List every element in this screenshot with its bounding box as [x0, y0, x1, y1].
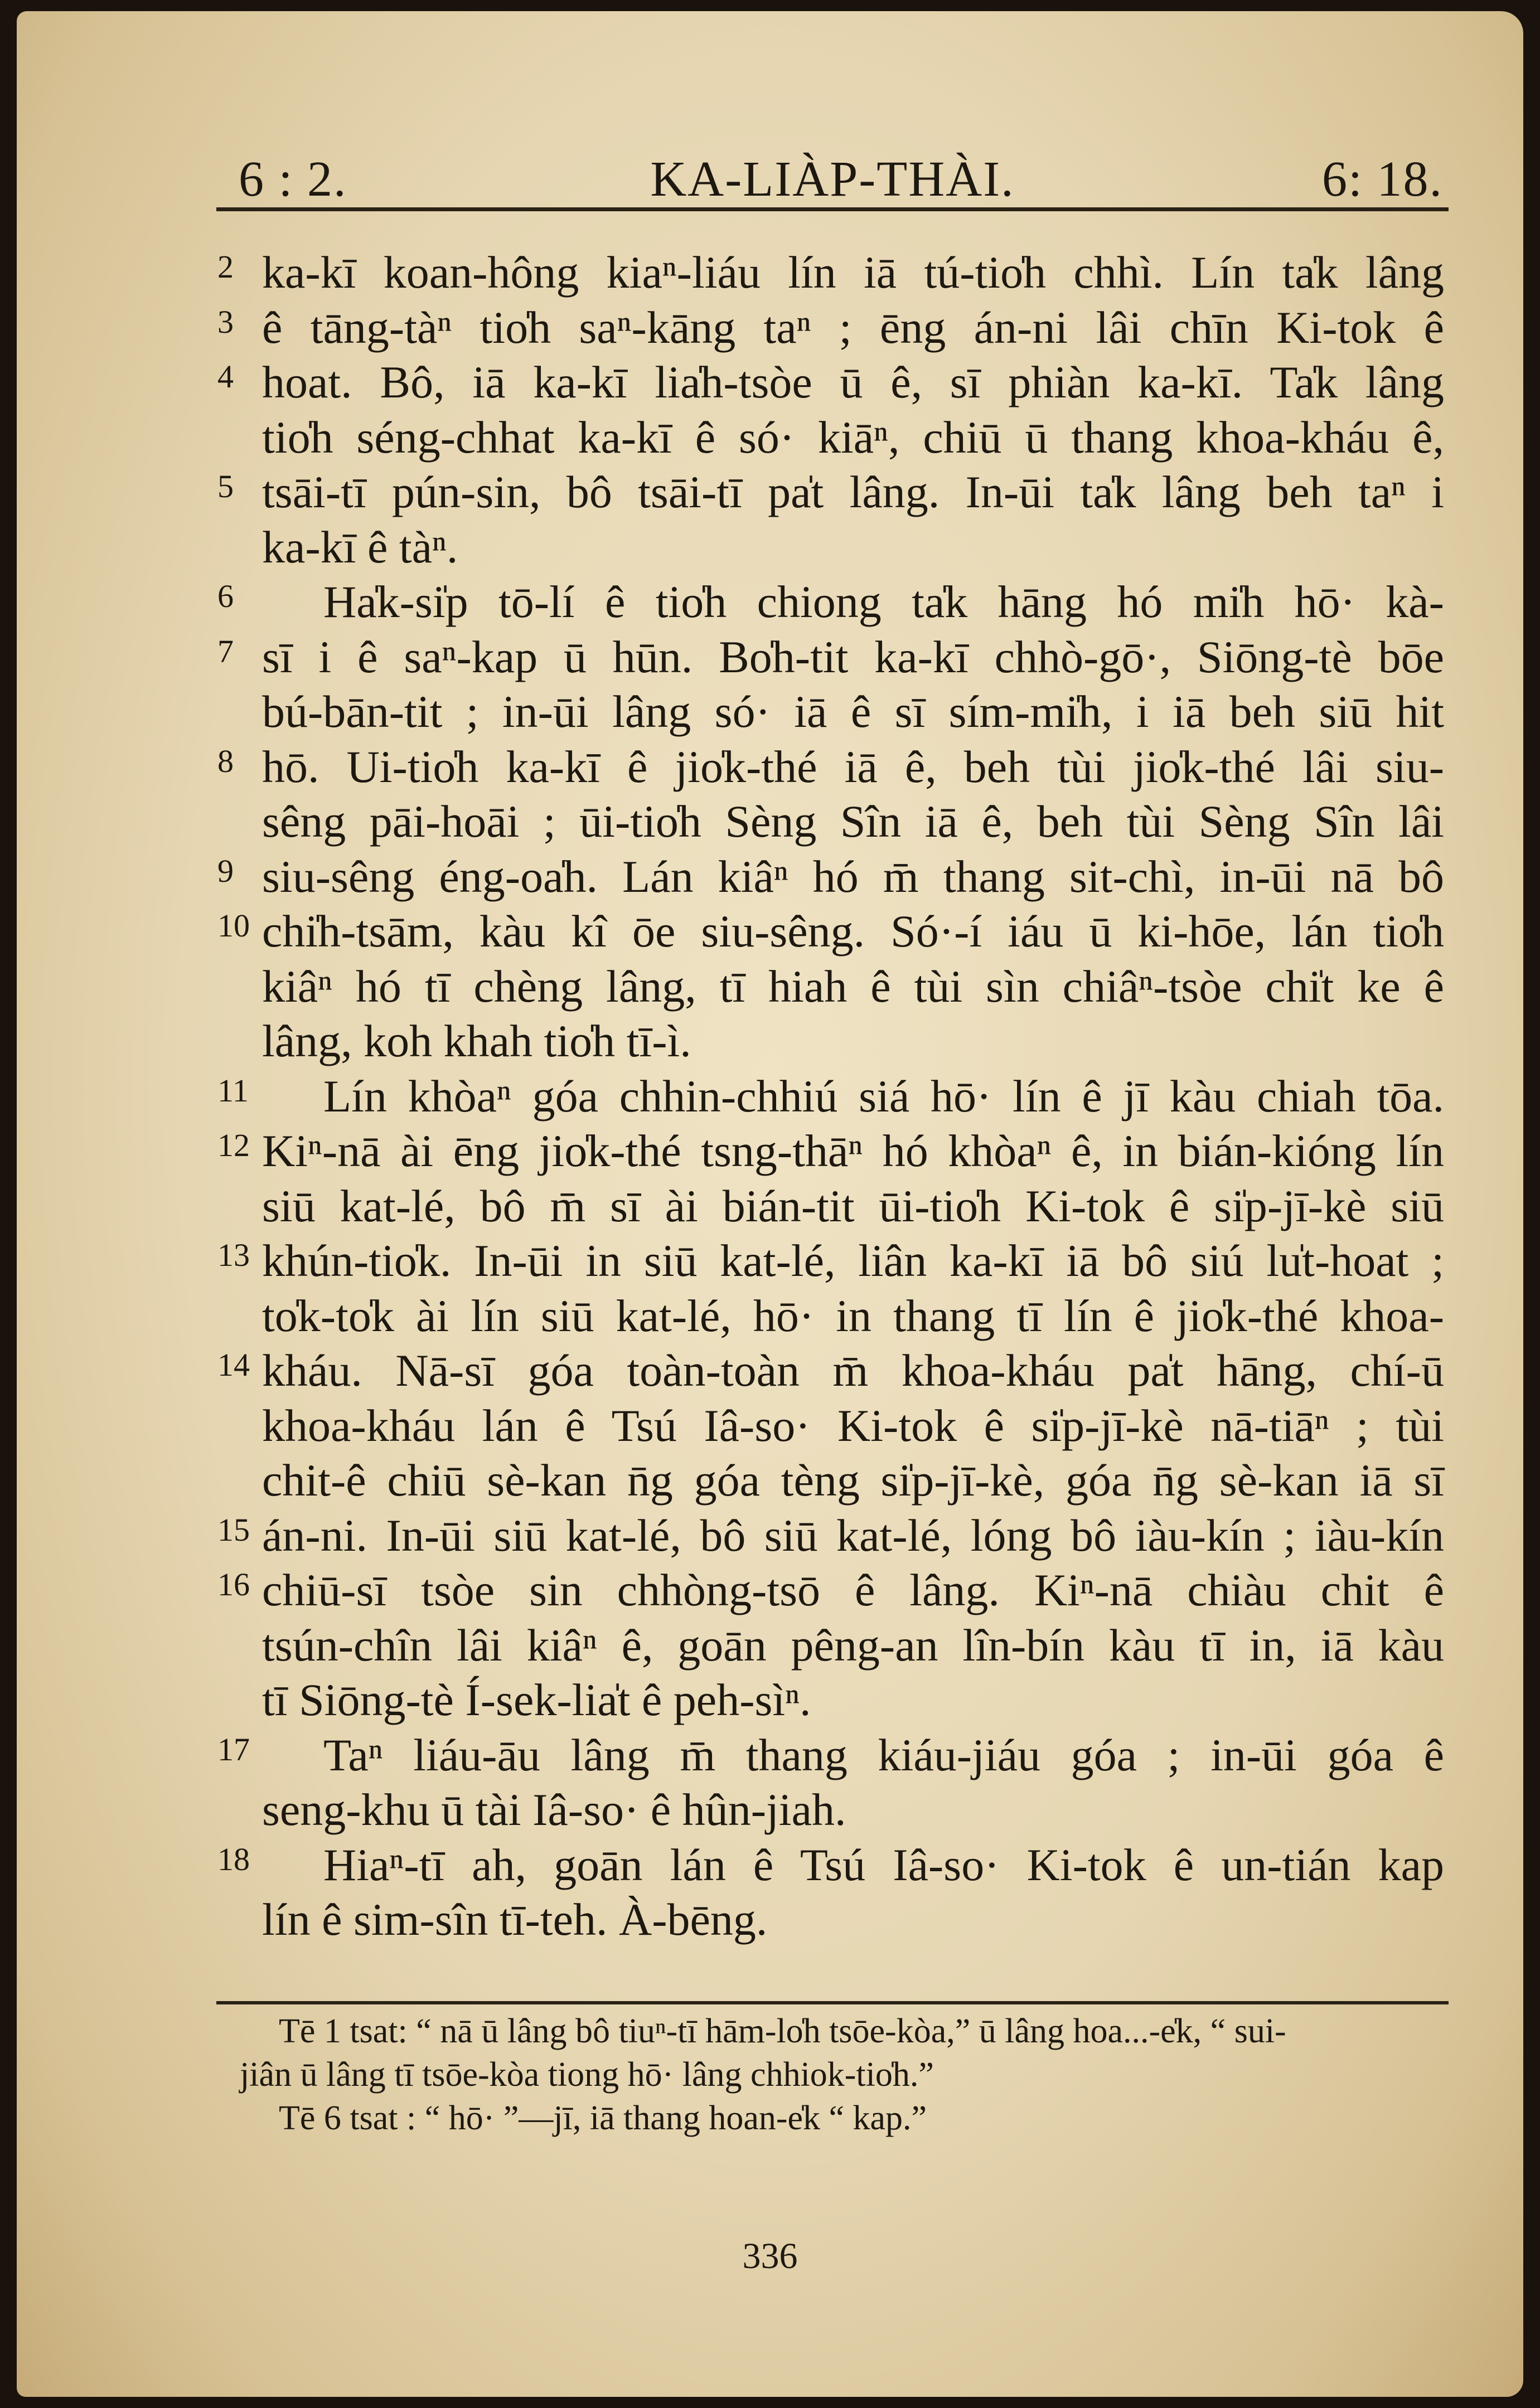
text-line [217, 1069, 1444, 1124]
verse-number: 6 [217, 578, 234, 614]
verse-number: 7 [217, 633, 234, 669]
text-line [262, 410, 1444, 465]
verse-number: 8 [217, 742, 234, 779]
footnote-line: Tē 1 tsat: “ nā ū lâng bô tiuⁿ-tī hām-lo̍h tsōe-kòa,” ū lâng hoa...-e̍k, “ sui- [279, 2012, 1286, 2050]
header-chapter-start: 6 : 2. [239, 152, 347, 207]
text-line [262, 1783, 1444, 1838]
line-text: chit-ê chiū sè-kan n̄g góa tèng si̍p-jī-kè, góa n̄g sè-kan iā sī [262, 1455, 1444, 1506]
text-line [262, 684, 1444, 740]
header-title: KA-LIÀP-THÀI. [650, 152, 1015, 207]
verse-number: 16 [217, 1566, 250, 1603]
line-text: Lín khòaⁿ góa chhin-chhiú siá hō· lín ê jī kàu chiah tōa. [323, 1070, 1444, 1122]
text-line [262, 520, 1444, 575]
line-text: Hiaⁿ-tī ah, goān lán ê Tsú Iâ-so· Ki-tok ê un-tián kap [323, 1839, 1444, 1890]
line-text: ê tāng-tàⁿ tio̍h saⁿ-kāng taⁿ ; ēng án-ni lâi chīn Ki-tok ê [262, 302, 1444, 353]
line-text: hō. Ui-tio̍h ka-kī ê jio̍k-thé iā ê, beh tùi jio̍k-thé lâi siu- [262, 741, 1444, 792]
text-line [217, 1508, 1444, 1564]
verse-number: 9 [217, 852, 234, 889]
footnote-line: jiân ū lâng tī tsōe-kòa tiong hō· lâng chhiok-tio̍h.” [240, 2056, 934, 2094]
text-line [217, 1343, 1444, 1399]
line-text: ka-kī koan-hông kiaⁿ-liáu lín iā tú-tio̍h chhì. Lín ta̍k lâng [262, 247, 1444, 298]
text-line [217, 575, 1444, 630]
header-rule [216, 207, 1449, 211]
line-text: tī Siōng-tè Í-sek-lia̍t ê peh-sìⁿ. [262, 1674, 811, 1725]
text-line [217, 300, 1444, 356]
page-number: 336 [742, 2236, 798, 2276]
verse-number: 10 [217, 907, 250, 944]
verse-number: 5 [217, 468, 234, 504]
text-line [262, 1399, 1444, 1454]
footnote-rule [216, 2001, 1449, 2004]
footnote-line: Tē 6 tsat : “ hō· ”—jī, iā thang hoan-e̍k “ kap.” [279, 2099, 927, 2137]
text-line [217, 1838, 1444, 1893]
footnotes [240, 2009, 1444, 2140]
line-text: to̍k-to̍k ài lín siū kat-lé, hō· in thang tī lín ê jio̍k-thé khoa- [262, 1290, 1444, 1341]
line-text: sêng pāi-hoāi ; ūi-tio̍h Sèng Sîn iā ê, beh tùi Sèng Sîn lâi [262, 796, 1444, 847]
verse-number: 2 [217, 249, 234, 285]
line-text: chiū-sī tsòe sin chhòng-tsō ê lâng. Kiⁿ-nā chiàu chit ê [262, 1565, 1444, 1615]
line-text: Kiⁿ-nā ài ēng jio̍k-thé tsng-thāⁿ hó khòaⁿ ê, in bián-kióng lín [262, 1125, 1444, 1176]
line-text: khoa-kháu lán ê Tsú Iâ-so· Ki-tok ê si̍p-jī-kè nā-tiāⁿ ; tùi [262, 1400, 1444, 1451]
line-text: án-ni. In-ūi siū kat-lé, bô siū kat-lé, lóng bô iàu-kín ; iàu-kín [262, 1509, 1444, 1561]
verse-number: 11 [217, 1072, 249, 1109]
line-text: seng-khu ū tài Iâ-so· ê hûn-jiah. [262, 1784, 846, 1835]
line-text: chi̍h-tsām, kàu kî ōe siu-sêng. Só·-í iáu ū ki-hōe, lán tio̍h [262, 906, 1444, 957]
line-text: ka-kī ê tàⁿ. [262, 521, 458, 572]
verse-number: 3 [217, 303, 234, 340]
line-text: Ha̍k-si̍p tō-lí ê tio̍h chiong ta̍k hāng hó mi̍h hō· kà- [323, 576, 1444, 627]
text-line [262, 1618, 1444, 1673]
text-line [262, 794, 1444, 849]
text-line [217, 849, 1444, 905]
text-line [262, 1289, 1444, 1344]
text-line [262, 1014, 1444, 1069]
text-line [217, 740, 1444, 795]
text-line [217, 1728, 1444, 1783]
line-text: tsāi-tī pún-sin, bô tsāi-tī pa̍t lâng. In-ūi ta̍k lâng beh taⁿ i [262, 467, 1444, 517]
text-line [217, 1234, 1444, 1289]
verse-number: 15 [217, 1511, 250, 1548]
verse-number: 12 [217, 1127, 250, 1163]
text-line [217, 245, 1444, 300]
line-text: hoat. Bô, iā ka-kī lia̍h-tsòe ū ê, sī phiàn ka-kī. Ta̍k lâng [262, 357, 1444, 407]
line-text: khún-tio̍k. In-ūi in siū kat-lé, liân ka-kī iā bô siú lu̍t-hoat ; [262, 1235, 1444, 1286]
text-line [217, 1124, 1444, 1179]
line-text: tio̍h séng-chhat ka-kī ê só· kiāⁿ, chiū ū thang khoa-kháu ê, [262, 411, 1444, 463]
line-text: kháu. Nā-sī góa toàn-toàn m̄ khoa-kháu pa̍t hāng, chí-ū [262, 1345, 1444, 1396]
verse-number: 17 [217, 1731, 250, 1768]
text-line [217, 630, 1444, 685]
text-line [217, 1563, 1444, 1618]
line-text: siū kat-lé, bô m̄ sī ài bián-tit ūi-tio̍h Ki-tok ê si̍p-jī-kè siū [262, 1180, 1444, 1231]
running-header [216, 134, 1449, 212]
line-text: siu-sêng éng-oa̍h. Lán kiâⁿ hó m̄ thang sit-chì, in-ūi nā bô [262, 851, 1444, 902]
text-line [262, 1673, 1444, 1728]
verse-text [217, 245, 1444, 1948]
line-text: lâng, koh khah tio̍h tī-ì. [262, 1016, 691, 1066]
line-text: kiâⁿ hó tī chèng lâng, tī hiah ê tùi sìn chiâⁿ-tsòe chi̍t ke ê [262, 960, 1444, 1012]
line-text: lín ê sim-sîn tī-teh. À-bēng. [262, 1894, 768, 1945]
verse-number: 4 [217, 358, 234, 395]
book-page [17, 11, 1523, 2397]
text-line [262, 1179, 1444, 1234]
line-text: sī i ê saⁿ-kap ū hūn. Bo̍h-tit ka-kī chhò-gō·, Siōng-tè bōe [262, 631, 1444, 682]
text-line [262, 959, 1444, 1014]
header-chapter-end: 6: 18. [1321, 152, 1443, 207]
line-text: bú-bān-tit ; in-ūi lâng só· iā ê sī sím-mi̍h, i iā beh siū hit [262, 686, 1444, 737]
line-text: tsún-chîn lâi kiâⁿ ê, goān pêng-an lîn-bín kàu tī in, iā kàu [262, 1619, 1444, 1671]
text-line [262, 1892, 1444, 1948]
line-text: Taⁿ liáu-āu lâng m̄ thang kiáu-jiáu góa ; in-ūi góa ê [323, 1729, 1444, 1780]
text-line [217, 904, 1444, 959]
text-line [217, 355, 1444, 410]
verse-number: 13 [217, 1237, 250, 1273]
text-line [217, 465, 1444, 520]
verse-number: 14 [217, 1347, 250, 1383]
verse-number: 18 [217, 1841, 250, 1877]
text-line [262, 1453, 1444, 1508]
